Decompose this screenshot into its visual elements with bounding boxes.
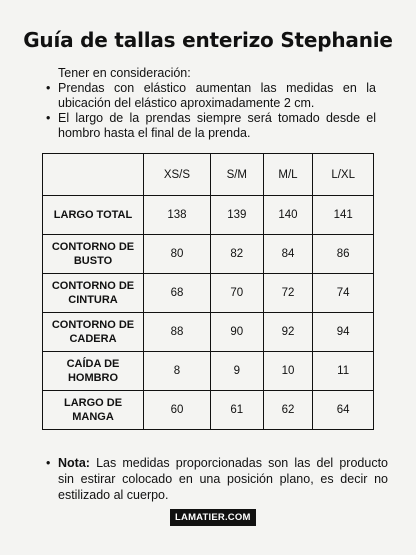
page-title: Guía de tallas enterizo Stephanie bbox=[23, 28, 393, 52]
header-size-m-l: M/L bbox=[263, 154, 313, 196]
table-row bbox=[43, 274, 374, 313]
intro-bullet-length: • El largo de la prendas siempre será tomado desde el hombro hasta el final de la prenda. bbox=[46, 111, 376, 141]
table-cell: 80 bbox=[144, 235, 211, 274]
header-empty-cell bbox=[43, 154, 144, 196]
table-row bbox=[43, 313, 374, 352]
header-size-s-m: S/M bbox=[210, 154, 263, 196]
row-label: CONTORNO DE CADERA bbox=[43, 313, 144, 352]
table-cell: 9 bbox=[210, 352, 263, 391]
note-section bbox=[46, 455, 388, 503]
row-label: CONTORNO DE CINTURA bbox=[43, 274, 144, 313]
table-row bbox=[43, 391, 374, 430]
table-cell: 141 bbox=[313, 196, 374, 235]
table-cell: 138 bbox=[144, 196, 211, 235]
table-cell: 88 bbox=[144, 313, 211, 352]
row-label: CAÍDA DE HOMBRO bbox=[43, 352, 144, 391]
header-size-xs-s: XS/S bbox=[144, 154, 211, 196]
table-cell: 60 bbox=[144, 391, 211, 430]
table-cell: 84 bbox=[263, 235, 313, 274]
intro-lead: Tener en consideración: bbox=[58, 66, 191, 80]
table-cell: 82 bbox=[210, 235, 263, 274]
table-cell: 139 bbox=[210, 196, 263, 235]
table-cell: 70 bbox=[210, 274, 263, 313]
size-table bbox=[42, 153, 374, 430]
table-cell: 62 bbox=[263, 391, 313, 430]
table-cell: 64 bbox=[313, 391, 374, 430]
table-cell: 10 bbox=[263, 352, 313, 391]
table-row bbox=[43, 352, 374, 391]
intro-bullet-elastic: • Prendas con elástico aumentan las medidas en la ubicación del elástico aproximadamente 2 cm. bbox=[46, 81, 376, 111]
note-text: Las medidas proporcionadas son las del producto sin estirar colocado en una posición plano, es decir no estilizado al cuerpo. bbox=[58, 456, 388, 502]
row-label: LARGO TOTAL bbox=[43, 196, 144, 235]
brand-logo: LAMATIER.COM bbox=[170, 509, 256, 526]
row-label: CONTORNO DE BUSTO bbox=[43, 235, 144, 274]
table-cell: 74 bbox=[313, 274, 374, 313]
table-row bbox=[43, 235, 374, 274]
table-cell: 72 bbox=[263, 274, 313, 313]
table-cell: 68 bbox=[144, 274, 211, 313]
note-label: Nota: bbox=[58, 456, 90, 470]
table-row bbox=[43, 196, 374, 235]
table-cell: 61 bbox=[210, 391, 263, 430]
table-cell: 86 bbox=[313, 235, 374, 274]
table-header-row bbox=[43, 154, 374, 196]
table-cell: 8 bbox=[144, 352, 211, 391]
intro-section bbox=[46, 66, 376, 141]
header-size-l-xl: L/XL bbox=[313, 154, 374, 196]
table-cell: 92 bbox=[263, 313, 313, 352]
table-cell: 90 bbox=[210, 313, 263, 352]
table-cell: 94 bbox=[313, 313, 374, 352]
table-cell: 11 bbox=[313, 352, 374, 391]
row-label: LARGO DE MANGA bbox=[43, 391, 144, 430]
table-cell: 140 bbox=[263, 196, 313, 235]
